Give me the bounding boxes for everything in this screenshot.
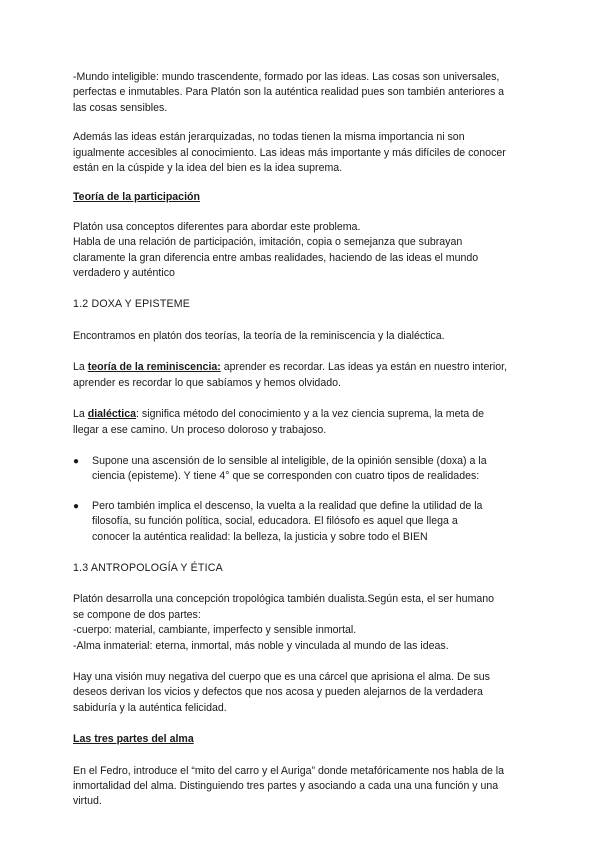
text-line: -Alma inmaterial: eterna, inmortal, más noble y vinculada al mundo de las ideas. bbox=[73, 639, 449, 652]
text-line: están en la cúspide y la idea del bien es la idea suprema. bbox=[73, 162, 343, 175]
text-fragment: : significa método del conocimiento y a la vez ciencia suprema, la meta de bbox=[136, 408, 485, 421]
text-line: Platón desarrolla una concepción tropológica también dualista.Según esta, el ser humano bbox=[73, 593, 495, 606]
text-line: virtud. bbox=[73, 795, 102, 808]
text-line: perfectas e inmutables. Para Platón son la auténtica realidad pues son también anteriores a bbox=[73, 86, 505, 99]
paragraph-mundo-inteligible bbox=[73, 70, 533, 116]
paragraph-vision-cuerpo bbox=[73, 670, 533, 716]
text-line: Hay una visión muy negativa del cuerpo que es una cárcel que aprisiona el alma. De sus bbox=[73, 670, 490, 683]
paragraph-dialectica bbox=[73, 407, 533, 438]
keyword-reminiscencia: teoría de la reminiscencia: bbox=[87, 361, 221, 374]
text-line: -Mundo inteligible: mundo trascendente, formado por las ideas. Las cosas son universales, bbox=[73, 71, 500, 83]
text-line: -cuerpo: material, cambiante, imperfecto y sensible inmortal. bbox=[73, 624, 357, 637]
bullet-icon: ● bbox=[73, 500, 80, 512]
text-line: aprender es recordar lo que sabíamos y hemos olvidado. bbox=[73, 376, 341, 389]
heading-tres-partes-alma: Las tres partes del alma bbox=[73, 733, 194, 746]
text-line: Además las ideas están jerarquizadas, no todas tienen la misma importancia ni son bbox=[73, 131, 465, 144]
paragraph-concepcion-dualista bbox=[73, 592, 533, 654]
bullet-list bbox=[73, 454, 533, 545]
list-item bbox=[73, 454, 533, 485]
paragraph-fedro bbox=[73, 764, 533, 810]
section-title-antropologia-etica: 1.3 ANTROPOLOGÍA Y ÉTICA bbox=[73, 561, 223, 574]
paragraph-participacion bbox=[73, 220, 533, 282]
text-fragment: La bbox=[73, 361, 88, 374]
text-fragment: aprender es recordar. Las ideas ya están en nuestro interior, bbox=[220, 361, 508, 374]
text-line: las cosas sensibles. bbox=[73, 101, 168, 114]
text-line: sabiduría y la auténtica felicidad. bbox=[73, 701, 227, 714]
text-fragment: La bbox=[73, 408, 88, 421]
text-line: conocer la auténtica realidad: la belleza, la justicia y sobre todo el BIEN bbox=[92, 530, 428, 543]
text-line: En el Fedro, introduce el “mito del carro y el Auriga” donde metafóricamente nos habla de la bbox=[73, 764, 505, 777]
text-line: Pero también implica el descenso, la vuelta a la realidad que define la utilidad de la bbox=[92, 499, 483, 512]
text-line: Platón usa conceptos diferentes para abordar este problema. bbox=[73, 220, 361, 233]
text-line: verdadero y auténtico bbox=[73, 267, 175, 280]
section-title-doxa-episteme: 1.2 DOXA Y EPISTEME bbox=[73, 298, 191, 311]
list-item bbox=[73, 499, 533, 545]
text-line: deseos derivan los vicios y defectos que nos acosa y pueden alejarnos de la verdadera bbox=[73, 686, 483, 699]
text-line: llegar a ese camino. Un proceso doloroso y trabajoso. bbox=[73, 423, 327, 436]
text-line: ciencia (episteme). Y tiene 4° que se corresponden con cuatro tipos de realidades: bbox=[92, 470, 480, 483]
text-line: Supone una ascensión de lo sensible al inteligible, de la opinión sensible (doxa) a la bbox=[92, 454, 487, 467]
text-line: filosofía, su función política, social, educadora. El filósofo es aquel que llega a bbox=[92, 515, 458, 528]
text-line: claramente la gran diferencia entre ambas realidades, haciendo de las ideas el mundo bbox=[73, 251, 479, 264]
text-line: Habla de una relación de participación, imitación, copia o semejanza que subrayan bbox=[73, 236, 463, 249]
text-line: igualmente accesibles al conocimiento. Las ideas más importante y más difíciles de conocer bbox=[73, 146, 506, 159]
keyword-dialectica: dialéctica bbox=[87, 408, 137, 421]
text-line: inmortalidad del alma. Distinguiendo tres partes y asociando a cada una una función y una bbox=[73, 780, 499, 792]
paragraph-ideas-jerarquizadas bbox=[73, 130, 533, 176]
text-line: se compone de dos partes: bbox=[73, 608, 201, 621]
heading-teoria-participacion: Teoría de la participación bbox=[73, 191, 200, 204]
paragraph-reminiscencia bbox=[73, 360, 533, 391]
paragraph-dos-teorias: Encontramos en platón dos teorías, la teoría de la reminiscencia y la dialéctica. bbox=[73, 329, 445, 342]
document-page bbox=[73, 70, 533, 810]
bullet-icon: ● bbox=[73, 455, 80, 467]
